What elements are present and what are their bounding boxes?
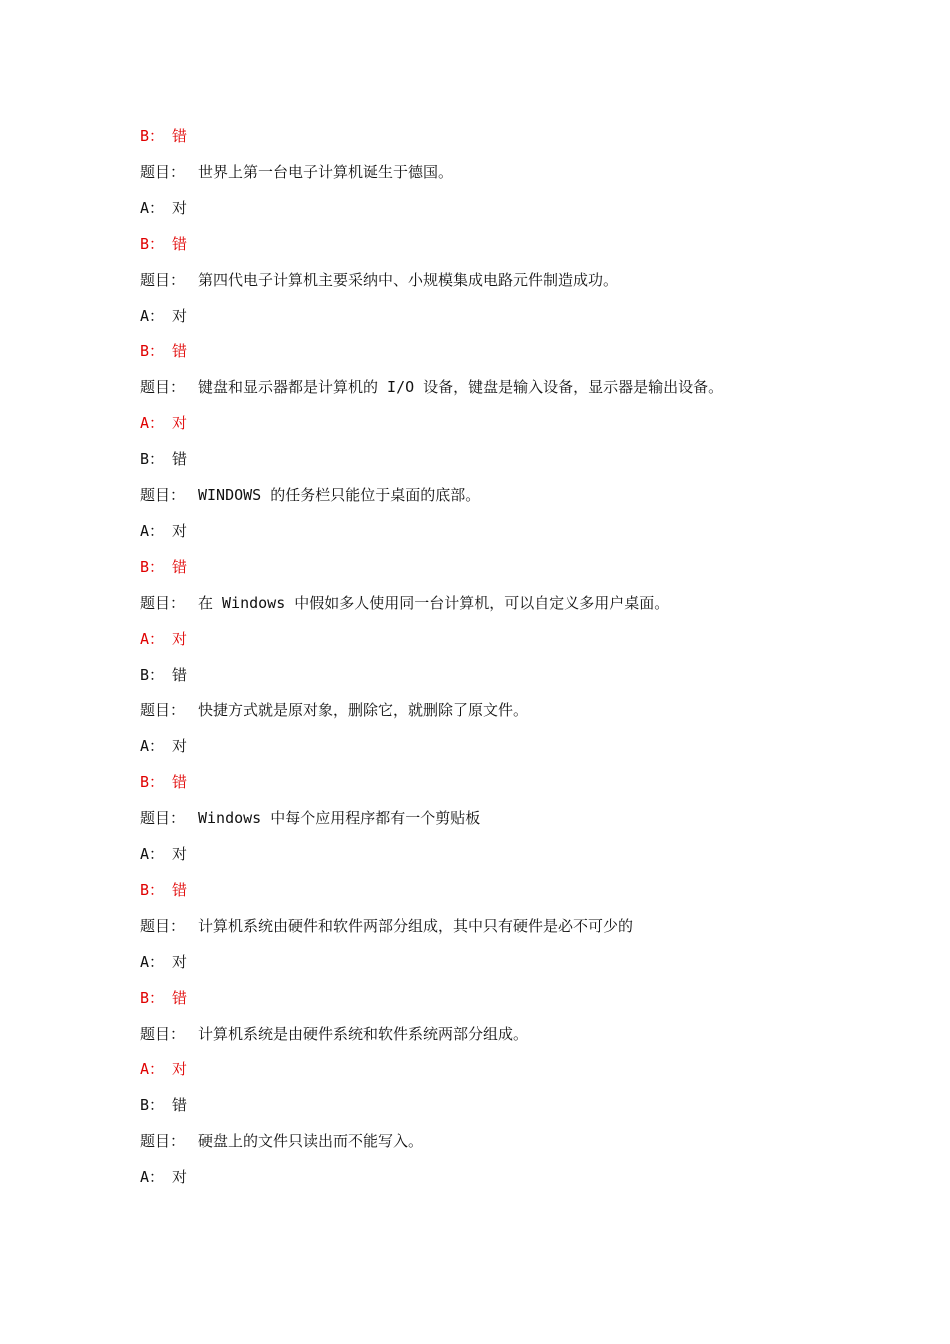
answer-option	[140, 663, 187, 687]
answer-option	[140, 1165, 187, 1189]
option-label: B：	[140, 235, 165, 253]
question-line	[140, 483, 480, 507]
option-label: A：	[140, 1168, 165, 1186]
option-label: A：	[140, 414, 165, 432]
question-line	[140, 268, 618, 292]
question-line	[140, 1129, 423, 1153]
option-text: 错	[172, 773, 188, 791]
option-label: B：	[140, 558, 165, 576]
option-text: 对	[172, 414, 188, 432]
question-text: 快捷方式就是原对象，删除它，就删除了原文件。	[198, 701, 529, 719]
question-line	[140, 1022, 528, 1046]
option-label: A：	[140, 737, 165, 755]
answer-option-correct	[140, 878, 187, 902]
option-text: 错	[172, 558, 188, 576]
option-label: B：	[140, 127, 165, 145]
question-label: 题目：	[140, 917, 186, 935]
question-text: 键盘和显示器都是计算机的 I/O 设备，键盘是输入设备，显示器是输出设备。	[198, 378, 724, 396]
option-text: 对	[172, 737, 188, 755]
answer-option-correct	[140, 411, 187, 435]
option-text: 对	[172, 522, 188, 540]
question-text: 世界上第一台电子计算机诞生于德国。	[198, 163, 454, 181]
option-text: 对	[172, 199, 188, 217]
question-label: 题目：	[140, 378, 186, 396]
question-line	[140, 375, 723, 399]
answer-option-correct	[140, 770, 187, 794]
option-label: B：	[140, 342, 165, 360]
question-text: 硬盘上的文件只读出而不能写入。	[198, 1132, 424, 1150]
question-line	[140, 806, 480, 830]
option-text: 错	[172, 881, 188, 899]
answer-option-correct	[140, 339, 187, 363]
option-text: 错	[172, 235, 188, 253]
option-text: 对	[172, 1168, 188, 1186]
option-label: B：	[140, 450, 165, 468]
option-label: A：	[140, 199, 165, 217]
answer-option-correct	[140, 232, 187, 256]
option-text: 错	[172, 450, 188, 468]
option-label: A：	[140, 307, 165, 325]
question-text: 第四代电子计算机主要采纳中、小规模集成电路元件制造成功。	[198, 271, 619, 289]
question-text: 在 Windows 中假如多人使用同一台计算机，可以自定义多用户桌面。	[198, 594, 670, 612]
option-label: A：	[140, 845, 165, 863]
option-text: 错	[172, 127, 188, 145]
question-text: WINDOWS 的任务栏只能位于桌面的底部。	[198, 486, 481, 504]
question-text: 计算机系统由硬件和软件两部分组成，其中只有硬件是必不可少的	[198, 917, 634, 935]
answer-option	[140, 447, 187, 471]
option-label: B：	[140, 666, 165, 684]
answer-option	[140, 950, 187, 974]
answer-option	[140, 304, 187, 328]
answer-option-correct	[140, 627, 187, 651]
question-label: 题目：	[140, 486, 186, 504]
answer-option	[140, 196, 187, 220]
answer-option-correct	[140, 1057, 187, 1081]
option-label: B：	[140, 989, 165, 1007]
question-text: Windows 中每个应用程序都有一个剪贴板	[198, 809, 481, 827]
question-label: 题目：	[140, 163, 186, 181]
question-label: 题目：	[140, 271, 186, 289]
option-text: 对	[172, 953, 188, 971]
option-text: 错	[172, 666, 188, 684]
option-label: B：	[140, 1096, 165, 1114]
option-text: 错	[172, 989, 188, 1007]
option-label: A：	[140, 630, 165, 648]
answer-option	[140, 519, 187, 543]
question-line	[140, 698, 528, 722]
question-label: 题目：	[140, 701, 186, 719]
option-text: 错	[172, 1096, 188, 1114]
question-label: 题目：	[140, 809, 186, 827]
question-label: 题目：	[140, 1025, 186, 1043]
option-text: 对	[172, 1060, 188, 1078]
option-label: A：	[140, 953, 165, 971]
option-text: 对	[172, 307, 188, 325]
answer-option-correct	[140, 555, 187, 579]
answer-option	[140, 734, 187, 758]
answer-option-correct	[140, 124, 187, 148]
question-text: 计算机系统是由硬件系统和软件系统两部分组成。	[198, 1025, 529, 1043]
option-label: B：	[140, 773, 165, 791]
option-label: A：	[140, 522, 165, 540]
option-text: 对	[172, 630, 188, 648]
question-line	[140, 591, 669, 615]
option-text: 错	[172, 342, 188, 360]
option-label: A：	[140, 1060, 165, 1078]
question-line	[140, 160, 453, 184]
question-line	[140, 914, 633, 938]
question-label: 题目：	[140, 594, 186, 612]
option-text: 对	[172, 845, 188, 863]
answer-option	[140, 1093, 187, 1117]
answer-option	[140, 842, 187, 866]
answer-option-correct	[140, 986, 187, 1010]
question-label: 题目：	[140, 1132, 186, 1150]
option-label: B：	[140, 881, 165, 899]
